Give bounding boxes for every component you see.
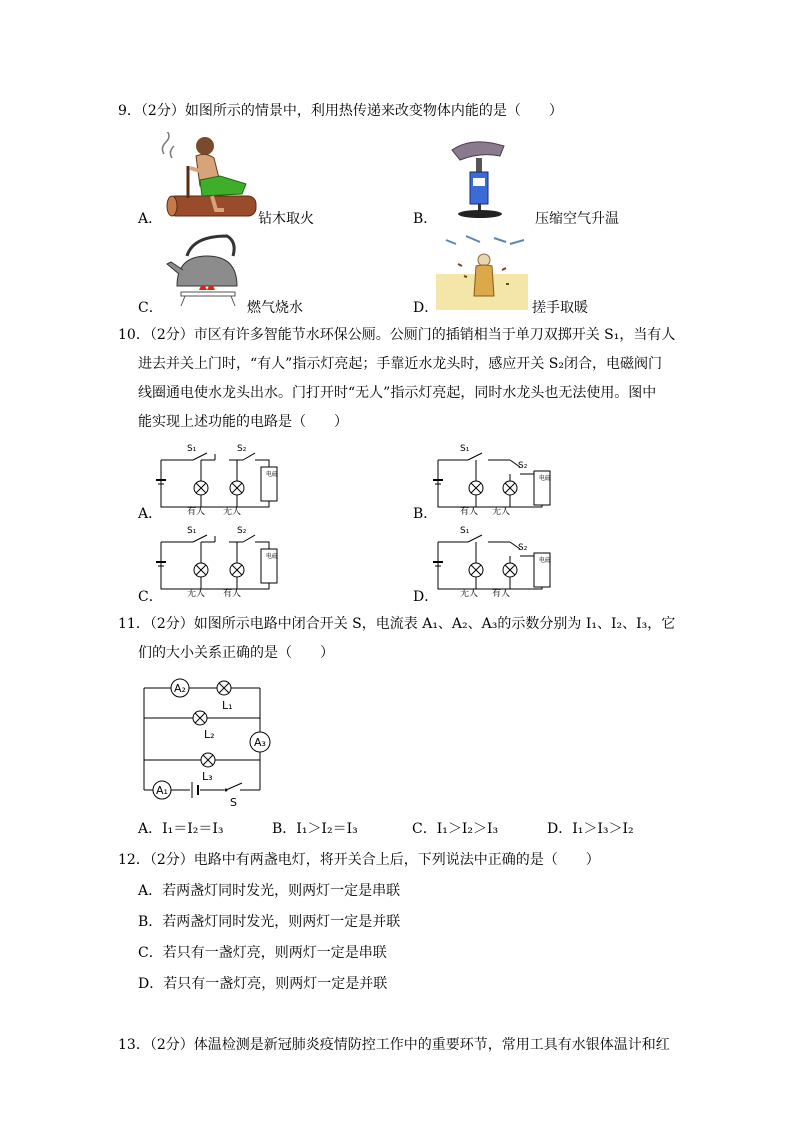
q9-b-caption: 压缩空气升温 [535, 211, 619, 227]
q10-b-lamp2: 无人 [492, 507, 511, 515]
q9-b-label: B． [413, 211, 438, 227]
q12-option-c: C．若只有一盏灯亮，则两灯一定是串联 [138, 945, 387, 961]
q9-a-caption: 钻木取火 [258, 211, 314, 227]
q11-l1-label: L₁ [222, 699, 233, 712]
q10-a-s2: S₂ [237, 444, 247, 454]
q9-figure-d [436, 230, 528, 310]
q11-stem-line-1: 11．（2分）如图所示电路中闭合开关 S，电流表 A₁、A₂、A₃的示数分别为 I₁、I₂、I₃，它 [118, 616, 676, 632]
q10-b-lamp1: 有人 [460, 507, 479, 515]
q10-c-label: C． [138, 589, 163, 605]
q10-d-s1: S₁ [460, 526, 470, 536]
q10-circuit-c [155, 522, 285, 597]
q10-d-s2: S₂ [518, 543, 528, 553]
q9-figure-b [440, 132, 520, 222]
q9-d-caption: 搓手取暖 [532, 300, 588, 316]
q11-s-label: S [230, 796, 237, 809]
q10-stem-line-4: 能实现上述功能的电路是（ ） [138, 414, 348, 430]
q10-stem-line-3: 线圈通电使水龙头出水。门打开时“无人”指示灯亮起，同时水龙头也无法使用。图中 [138, 385, 657, 401]
q10-d-lamp2: 有人 [492, 589, 511, 597]
q10-a-label: A． [138, 506, 163, 522]
q9-a-label: A． [138, 211, 163, 227]
q11-l2-label: L₂ [204, 728, 215, 741]
q12-stem: 12．（2分）电路中有两盏电灯，将开关合上后，下列说法中正确的是（ ） [118, 852, 600, 868]
q11-option-a: A．I₁＝I₂＝I₃ [138, 821, 224, 837]
q9-d-label: D． [413, 300, 439, 316]
q10-c-s1: S₁ [187, 526, 197, 536]
q10-a-s1: S₁ [187, 444, 197, 454]
q9-figure-c [165, 234, 250, 310]
q12-option-d: D．若只有一盏灯亮，则两灯一定是并联 [138, 976, 388, 992]
q10-c-lamp2: 有人 [223, 589, 242, 597]
q10-c-s2: S₂ [237, 526, 247, 536]
q12-option-b: B．若两盏灯同时发光，则两灯一定是并联 [138, 914, 401, 930]
q13-stem: 13．（2分）体温检测是新冠肺炎疫情防控工作中的重要环节，常用工具有水银体温计和红 [118, 1037, 670, 1053]
q10-b-s1: S₁ [460, 444, 470, 454]
q11-stem-line-2: 们的大小关系正确的是（ ） [138, 645, 334, 661]
q11-option-d: D．I₁＞I₃＞I₂ [547, 821, 634, 837]
q10-c-lamp1: 无人 [187, 589, 206, 597]
q11-a2-label: A₂ [174, 682, 186, 695]
q11-a3-label: A₃ [254, 736, 266, 749]
q10-d-lamp1: 无人 [460, 589, 479, 597]
q10-d-label: D． [413, 589, 439, 605]
q9-c-label: C． [138, 300, 163, 316]
q12-option-a: A．若两盏灯同时发光，则两灯一定是串联 [138, 883, 401, 899]
q11-option-c: C．I₁＞I₂＞I₃ [412, 821, 499, 837]
q10-circuit-b [432, 440, 562, 515]
q9-stem: 9．（2分）如图所示的情景中，利用热传递来改变物体内能的是（ ） [118, 103, 563, 119]
q10-stem-line-1: 10．（2分）市区有许多智能节水环保公厕。公厕门的插销相当于单刀双掷开关 S₁，当有人 [118, 327, 676, 343]
q11-l3-label: L₃ [202, 770, 213, 783]
q11-option-b: B．I₁＞I₂＝I₃ [272, 821, 358, 837]
q10-circuit-a [155, 440, 285, 515]
q10-circuit-d [432, 522, 562, 597]
q9-c-caption: 燃气烧水 [247, 300, 303, 316]
q10-b-label: B． [413, 506, 438, 522]
q10-a-lamp1: 有人 [187, 507, 206, 515]
q9-figure-a [160, 132, 260, 220]
q11-a1-label: A₁ [156, 784, 168, 797]
q10-b-s2: S₂ [518, 461, 528, 471]
q10-a-lamp2: 无人 [223, 507, 242, 515]
q11-circuit [138, 672, 278, 812]
q10-stem-line-2: 进去并关上门时，“有人”指示灯亮起；手靠近水龙头时，感应开关 S₂闭合，电磁阀门 [138, 356, 662, 372]
